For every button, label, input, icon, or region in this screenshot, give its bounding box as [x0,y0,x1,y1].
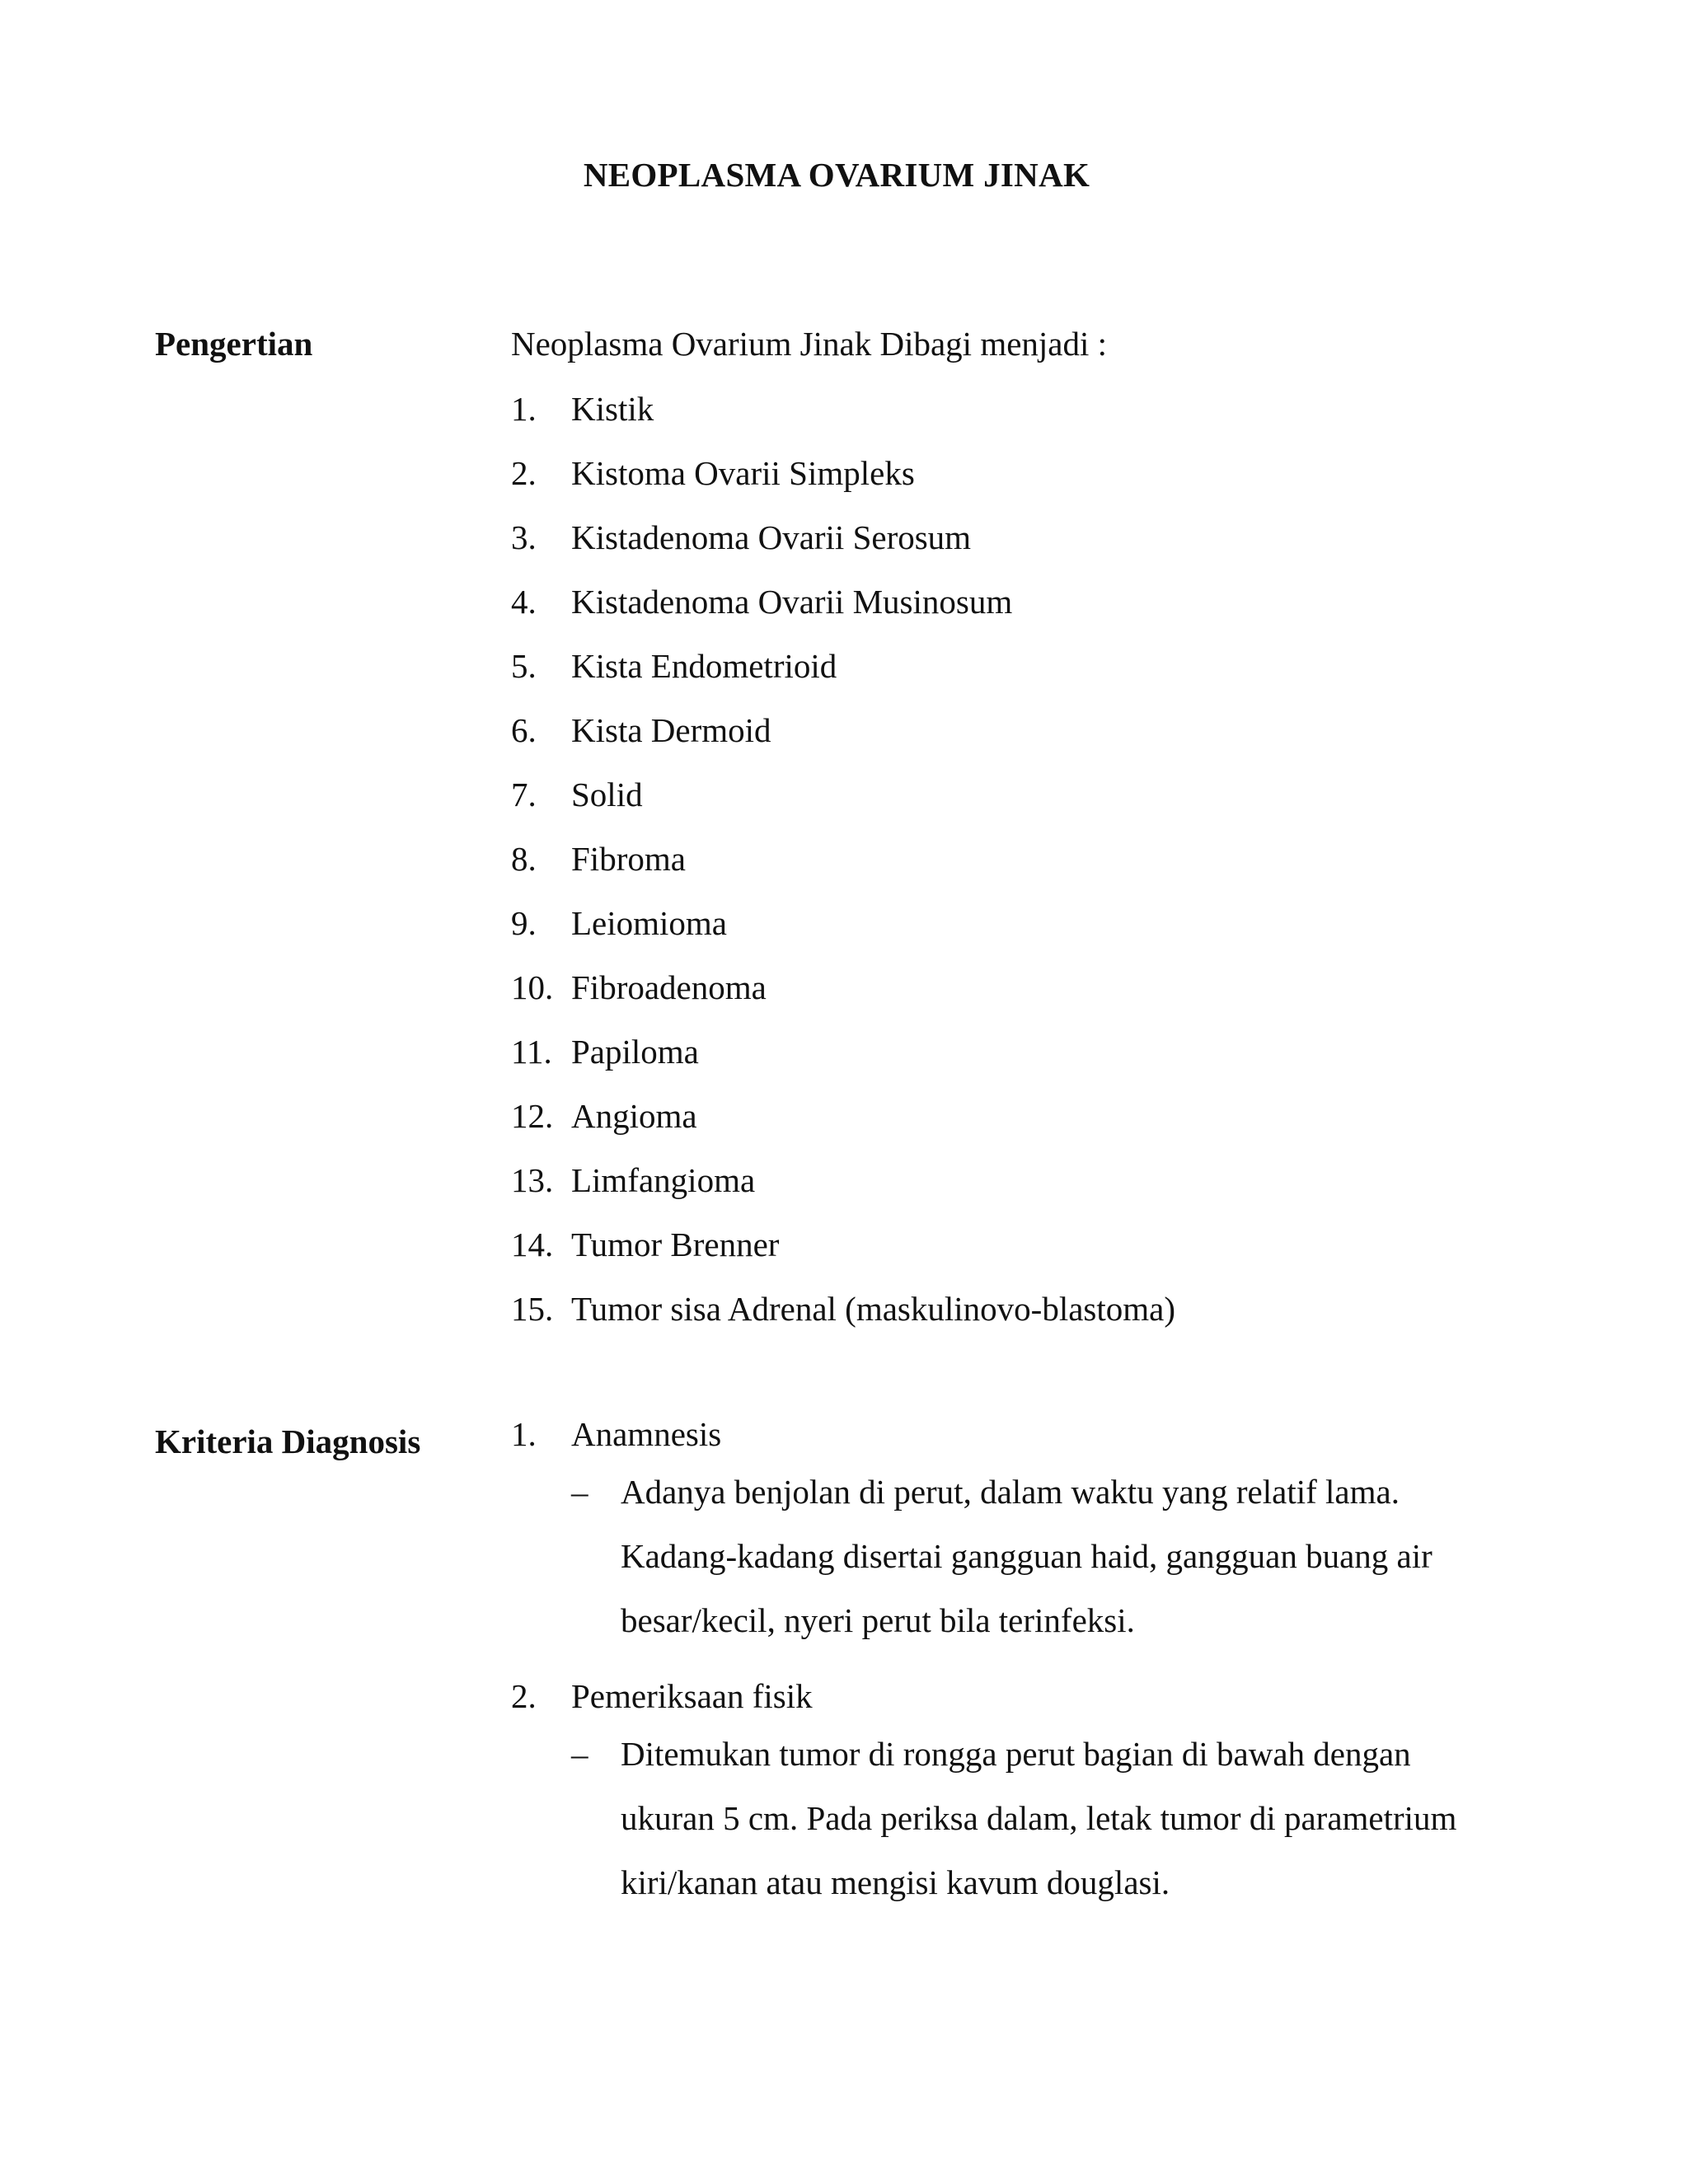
kriteria-detail-text: Ditemukan tumor di rongga perut bagian di bawah dengan ukuran 5 cm. Pada periksa dalam, letak tumor di parametrium kiri/kanan atau mengisi kavum douglasi. [621,1735,1457,1901]
list-item [511,967,1175,1031]
section-label-kriteria-diagnosis: Kriteria Diagnosis [155,1422,421,1460]
list-item-number: 13. [511,1161,554,1199]
list-item-text: Pemeriksaan fisik [571,1677,813,1715]
list-item [511,1288,1175,1352]
kriteria-item-anamnesis [511,1413,1533,1652]
list-item [511,581,1175,645]
list-item-number: 14. [511,1226,554,1263]
list-item [511,452,1175,517]
list-item-number: 6. [511,711,537,749]
list-item [511,1095,1175,1160]
list-item-text: Kistadenoma Ovarii Musinosum [571,583,1013,621]
list-item-number: 7. [511,776,537,813]
list-item-number: 12. [511,1097,554,1135]
page-title: NEOPLASMA OVARIUM JINAK [583,156,1090,194]
list-item [511,1224,1175,1288]
list-item-number: 2. [511,454,537,492]
kriteria-item-pemeriksaan-fisik [511,1675,1533,1915]
dash-bullet: – [571,1473,588,1511]
list-item-text: Kista Endometrioid [571,647,837,685]
list-item [511,1160,1175,1224]
list-item-text: Tumor Brenner [571,1226,780,1263]
list-item-number: 8. [511,840,537,878]
pengertian-intro: Neoplasma Ovarium Jinak Dibagi menjadi : [511,325,1108,363]
list-item [511,388,1175,452]
list-item [511,710,1175,774]
list-item-text: Leiomioma [571,904,728,942]
list-item [511,902,1175,967]
list-item-text: Kistoma Ovarii Simpleks [571,454,915,492]
list-item-number: 2. [511,1677,537,1715]
list-item-number: 1. [511,1415,537,1453]
list-item-number: 5. [511,647,537,685]
list-item-text: Anamnesis [571,1415,722,1453]
list-item-number: 11. [511,1033,552,1071]
list-item [511,517,1175,581]
list-item-number: 15. [511,1290,554,1328]
dash-bullet: – [571,1735,588,1773]
section-label-pengertian: Pengertian [155,325,313,363]
list-item [511,838,1175,902]
list-item-number: 3. [511,518,537,556]
list-item-text: Kista Dermoid [571,711,771,749]
list-item-text: Limfangioma [571,1161,756,1199]
list-item-text: Tumor sisa Adrenal (maskulinovo-blastoma) [571,1290,1175,1328]
list-item [511,1031,1175,1095]
list-item [511,645,1175,710]
kriteria-detail [571,1460,1533,1652]
pengertian-list [511,388,1175,1352]
kriteria-detail [571,1722,1533,1915]
kriteria-item-heading [511,1675,1533,1717]
list-item-text: Solid [571,776,643,813]
list-item-number: 9. [511,904,537,942]
list-item-number: 1. [511,390,537,428]
list-item-text: Papiloma [571,1033,699,1071]
list-item-text: Kistik [571,390,654,428]
kriteria-detail-text: Adanya benjolan di perut, dalam waktu yang relatif lama. Kadang-kadang disertai gangguan haid, gangguan buang air besar/kecil, nyeri perut bila terinfeksi. [621,1473,1432,1639]
list-item-text: Fibroma [571,840,686,878]
list-item-number: 4. [511,583,537,621]
list-item [511,774,1175,838]
list-item-number: 10. [511,968,554,1006]
list-item-text: Angioma [571,1097,697,1135]
list-item-text: Fibroadenoma [571,968,767,1006]
list-item-text: Kistadenoma Ovarii Serosum [571,518,972,556]
kriteria-item-heading [511,1413,1533,1455]
